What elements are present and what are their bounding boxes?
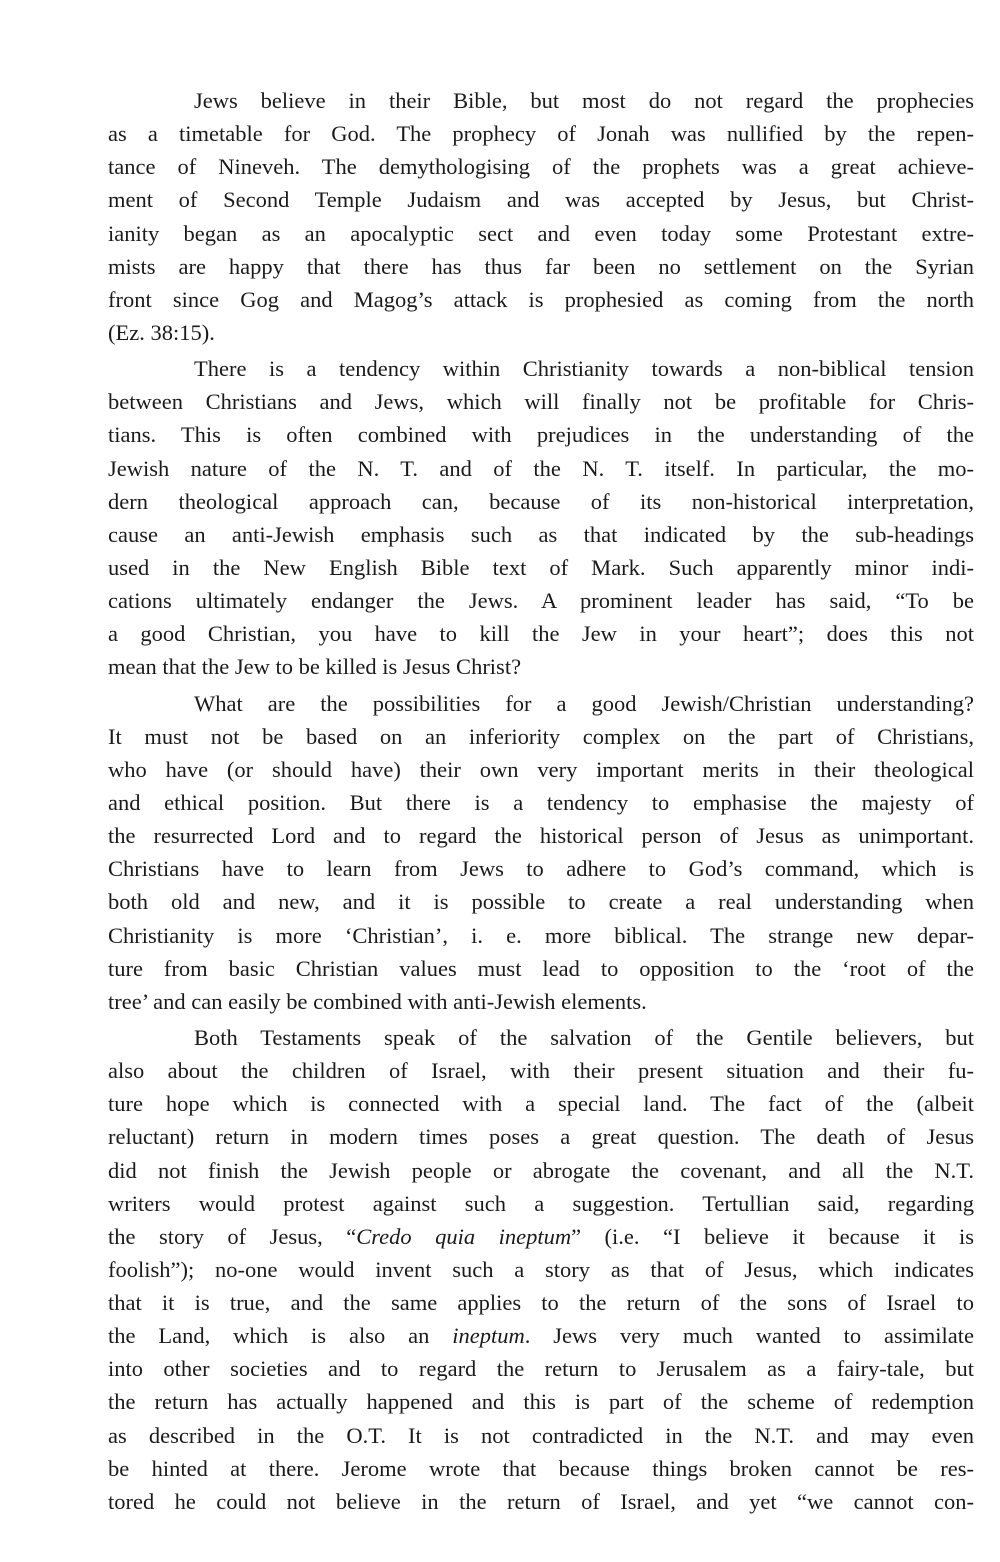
paragraph-2 [108,352,974,683]
paragraph-1 [108,84,974,349]
text-line: as described in the O.T. It is not contradicted in the N.T. and may even [108,1422,974,1448]
text-line: Jews believe in their Bible, but most do not regard the prophecies [194,88,974,113]
text-line: ture from basic Christian values must lead to opposition to the ‘root of the [108,955,974,981]
paragraph-3 [108,687,974,1018]
text-line: ianity began as an apocalyptic sect and even today some Protestant extre- [108,220,974,246]
text-line: tance of Nineveh. The demythologising of the prophets was a great achieve- [108,154,974,180]
text-line: tree’ and can easily be combined with anti-Jewish elements. [108,988,647,1014]
text-line: cations ultimately endanger the Jews. A prominent leader has said, “To be [108,588,974,614]
text-line: the return has actually happened and this is part of the scheme of redemption [108,1389,974,1415]
text-line: also about the children of Israel, with their present situation and their fu- [108,1058,974,1084]
text-line: who have (or should have) their own very important merits in their theological [108,756,974,782]
text-line: There is a tendency within Christianity towards a non-biblical tension [194,356,974,382]
text-line: (Ez. 38:15). [108,319,215,345]
text-line: the story of Jesus, “Credo quia ineptum” (i.e. “I believe it because it is [108,1223,975,1249]
text-line: ment of Second Temple Judaism and was accepted by Jesus, but Christ- [108,187,974,213]
text-line: It must not be based on an inferiority complex on the part of Christians, [108,723,974,749]
text-line: as a timetable for God. The prophecy of Jonah was nullified by the repen- [108,121,974,147]
text-line: Both Testaments speak of the salvation of the Gentile believers, but [194,1024,974,1050]
text-line: tored he could not believe in the return of Israel, and yet “we cannot con- [108,1488,974,1514]
text-line: used in the New English Bible text of Mark. Such apparently minor indi- [108,554,974,580]
text-line: writers would protest against such a suggestion. Tertullian said, regarding [108,1190,974,1216]
text-line: and ethical position. But there is a tendency to emphasise the majesty of [108,789,974,815]
text-line: both old and new, and it is possible to create a real understanding when [108,889,974,915]
text-line: between Christians and Jews, which will finally not be profitable for Chris- [108,389,974,415]
document-page [108,84,974,1521]
text-line: Christians have to learn from Jews to adhere to God’s command, which is [108,856,974,882]
text-line: What are the possibilities for a good Jewish/Christian understanding? [194,690,974,716]
text-line: a good Christian, you have to kill the Jew in your heart”; does this not [108,621,974,647]
text-line: the resurrected Lord and to regard the historical person of Jesus as unimportant. [108,823,974,849]
text-line: reluctant) return in modern times poses a great question. The death of Jesus [108,1124,974,1150]
text-line: mean that the Jew to be killed is Jesus Christ? [108,654,522,680]
text-line: dern theological approach can, because of its non-historical interpretation, [108,488,974,514]
text-line: Jewish nature of the N. T. and of the N. T. itself. In particular, the mo- [108,455,974,481]
text-line: into other societies and to regard the return to Jerusalem as a fairy-tale, but [108,1356,974,1382]
text-line: Christianity is more ‘Christian’, i. e. more biblical. The strange new depar- [108,922,974,948]
paragraph-4 [108,1021,974,1518]
text-line: tians. This is often combined with prejudices in the understanding of the [108,422,974,448]
text-line: front since Gog and Magog’s attack is prophesied as coming from the north [108,286,974,312]
text-line: mists are happy that there has thus far been no settlement on the Syrian [108,253,974,279]
text-line: cause an anti-Jewish emphasis such as that indicated by the sub-headings [108,521,974,547]
text-line: the Land, which is also an ineptum. Jews very much wanted to assimilate [108,1323,974,1349]
text-line: foolish”); no-one would invent such a story as that of Jesus, which indicates [108,1256,974,1282]
text-line: did not finish the Jewish people or abrogate the covenant, and all the N.T. [108,1157,974,1183]
text-line: be hinted at there. Jerome wrote that because things broken cannot be res- [108,1455,974,1481]
text-line: ture hope which is connected with a special land. The fact of the (albeit [108,1091,974,1117]
text-line: that it is true, and the same applies to the return of the sons of Israel to [108,1290,974,1316]
